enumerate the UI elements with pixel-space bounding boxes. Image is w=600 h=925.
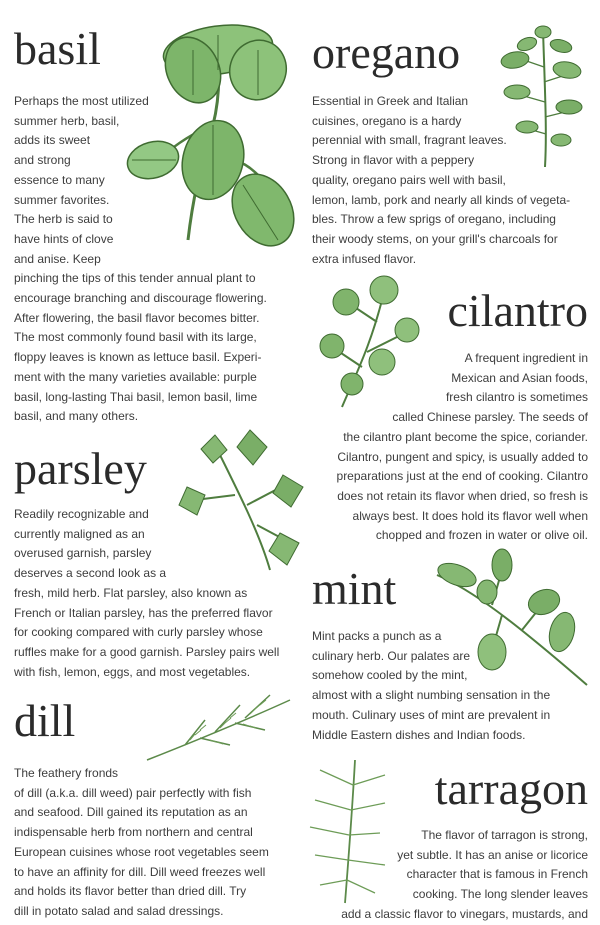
- text-line: The most commonly found basil with its large,: [14, 330, 257, 345]
- text-line: preparations just at the end of cooking. Cilantro: [336, 469, 588, 484]
- text-line: cooking. The long slender leaves: [412, 887, 588, 902]
- tarragon-description: [341, 826, 588, 925]
- text-line: and anise. Keep: [14, 251, 101, 266]
- basil-title: basil: [14, 23, 101, 74]
- text-line: encourage branching and discourage flowering.: [14, 291, 267, 306]
- dill-title: dill: [14, 695, 76, 746]
- text-line: Essential in Greek and Italian: [312, 94, 469, 108]
- text-line: with fish, lemon, eggs, and most vegetables.: [14, 664, 251, 679]
- text-line: called Chinese parsley. The seeds of: [392, 410, 588, 425]
- text-line: overused garnish, parsley: [14, 546, 152, 561]
- text-line: adds its sweet: [14, 133, 91, 148]
- text-line: currently maligned as an: [14, 526, 145, 541]
- text-line: ment with the many varieties available: purple: [14, 369, 257, 384]
- mint-description: [312, 627, 550, 745]
- text-line: pinching the tips of this tender annual plant to: [14, 271, 256, 286]
- text-line: basil, and many others.: [14, 409, 139, 424]
- tarragon-title: tarragon: [434, 763, 588, 814]
- text-line: always best. It does hold its flavor well when: [352, 508, 588, 523]
- cilantro-description: [337, 349, 588, 546]
- text-line: Mint packs a punch as a: [312, 629, 442, 643]
- text-line: of dill (a.k.a. dill weed) pair perfectly with fish: [14, 785, 252, 800]
- text-line: indispensable herb from northern and central: [14, 825, 253, 840]
- text-line: ruffles make for a good garnish. Parsley pairs well: [14, 644, 280, 659]
- text-line: fresh, mild herb. Flat parsley, also known as: [14, 585, 248, 600]
- text-line: bles. Throw a few sprigs of oregano, including: [312, 212, 556, 227]
- text-line: somehow cooled by the mint,: [312, 668, 468, 683]
- text-line: extra infused flavor.: [312, 251, 417, 266]
- text-line: add a classic flavor to vinegars, mustards, and: [341, 906, 588, 921]
- text-line: character that is famous in French: [406, 867, 588, 882]
- text-line: Mexican and Asian foods,: [451, 370, 588, 385]
- text-line: and strong: [14, 153, 71, 168]
- text-line: Middle Eastern dishes and Indian foods.: [312, 727, 526, 742]
- text-line: floppy leaves is known as lettuce basil. Experi-: [14, 350, 262, 365]
- text-line: The flavor of tarragon is strong,: [421, 828, 588, 842]
- text-line: the cilantro plant become the spice, coriander.: [343, 429, 588, 444]
- text-line: almost with a slight numbing sensation in the: [312, 688, 551, 703]
- text-line: yet subtle. It has an anise or licorice: [397, 847, 588, 862]
- text-line: for cooking compared with curly parsley whose: [14, 625, 263, 640]
- parsley-description: [14, 505, 279, 682]
- text-line: lemon, lamb, pork and nearly all kinds of vegeta-: [312, 192, 571, 207]
- text-line: chopped and frozen in water or olive oil.: [375, 528, 588, 543]
- text-line: French or Italian parsley, has the preferred flavor: [14, 605, 273, 620]
- text-line: their woody stems, on your grill's charcoals for: [312, 231, 558, 246]
- text-line: The herb is said to: [14, 212, 113, 227]
- oregano-title: oregano: [312, 27, 461, 78]
- text-line: and seafood. Dill gained its reputation as an: [14, 805, 248, 820]
- text-line: quality, oregano pairs well with basil,: [312, 172, 506, 187]
- text-line: fresh cilantro is sometimes: [445, 390, 588, 405]
- cilantro-title: cilantro: [447, 285, 588, 336]
- text-line: basil, long-lasting Thai basil, lemon basil, lime: [14, 389, 258, 404]
- text-line: The feathery fronds: [14, 766, 119, 780]
- text-line: does not retain its flavor when dried, so fresh is: [337, 488, 588, 503]
- text-line: to have an affinity for dill. Dill weed freezes well: [14, 864, 266, 879]
- text-line: European cuisines whose root vegetables seem: [14, 844, 269, 859]
- text-line: cuisines, oregano is a hardy: [312, 113, 462, 128]
- text-line: essence to many: [14, 172, 105, 187]
- text-line: Strong in flavor with a peppery: [312, 153, 475, 168]
- text-line: have hints of clove: [14, 231, 114, 246]
- basil-description: [14, 92, 267, 427]
- text-line: perennial with small, fragrant leaves.: [312, 133, 507, 148]
- text-line: mouth. Culinary uses of mint are prevalent in: [312, 707, 551, 722]
- text-line: A frequent ingredient in: [464, 351, 588, 365]
- text-line: dill in potato salad and salad dressings.: [14, 903, 224, 918]
- text-line: summer favorites.: [14, 192, 110, 207]
- dill-illustration: [145, 690, 295, 765]
- mint-title: mint: [312, 563, 397, 614]
- text-line: Readily recognizable and: [14, 507, 149, 521]
- text-line: culinary herb. Our palates are: [312, 648, 471, 663]
- dill-description: [14, 764, 269, 922]
- text-line: and holds its flavor better than dried dill. Try: [14, 884, 247, 899]
- text-line: Cilantro, pungent and spicy, is usually added to: [337, 449, 588, 464]
- text-line: Perhaps the most utilized: [14, 94, 149, 108]
- text-line: deserves a second look as a: [14, 566, 167, 581]
- text-line: summer herb, basil,: [14, 113, 120, 128]
- parsley-title: parsley: [14, 443, 147, 494]
- oregano-description: [312, 92, 570, 269]
- text-line: After flowering, the basil flavor becomes bitter.: [14, 310, 260, 325]
